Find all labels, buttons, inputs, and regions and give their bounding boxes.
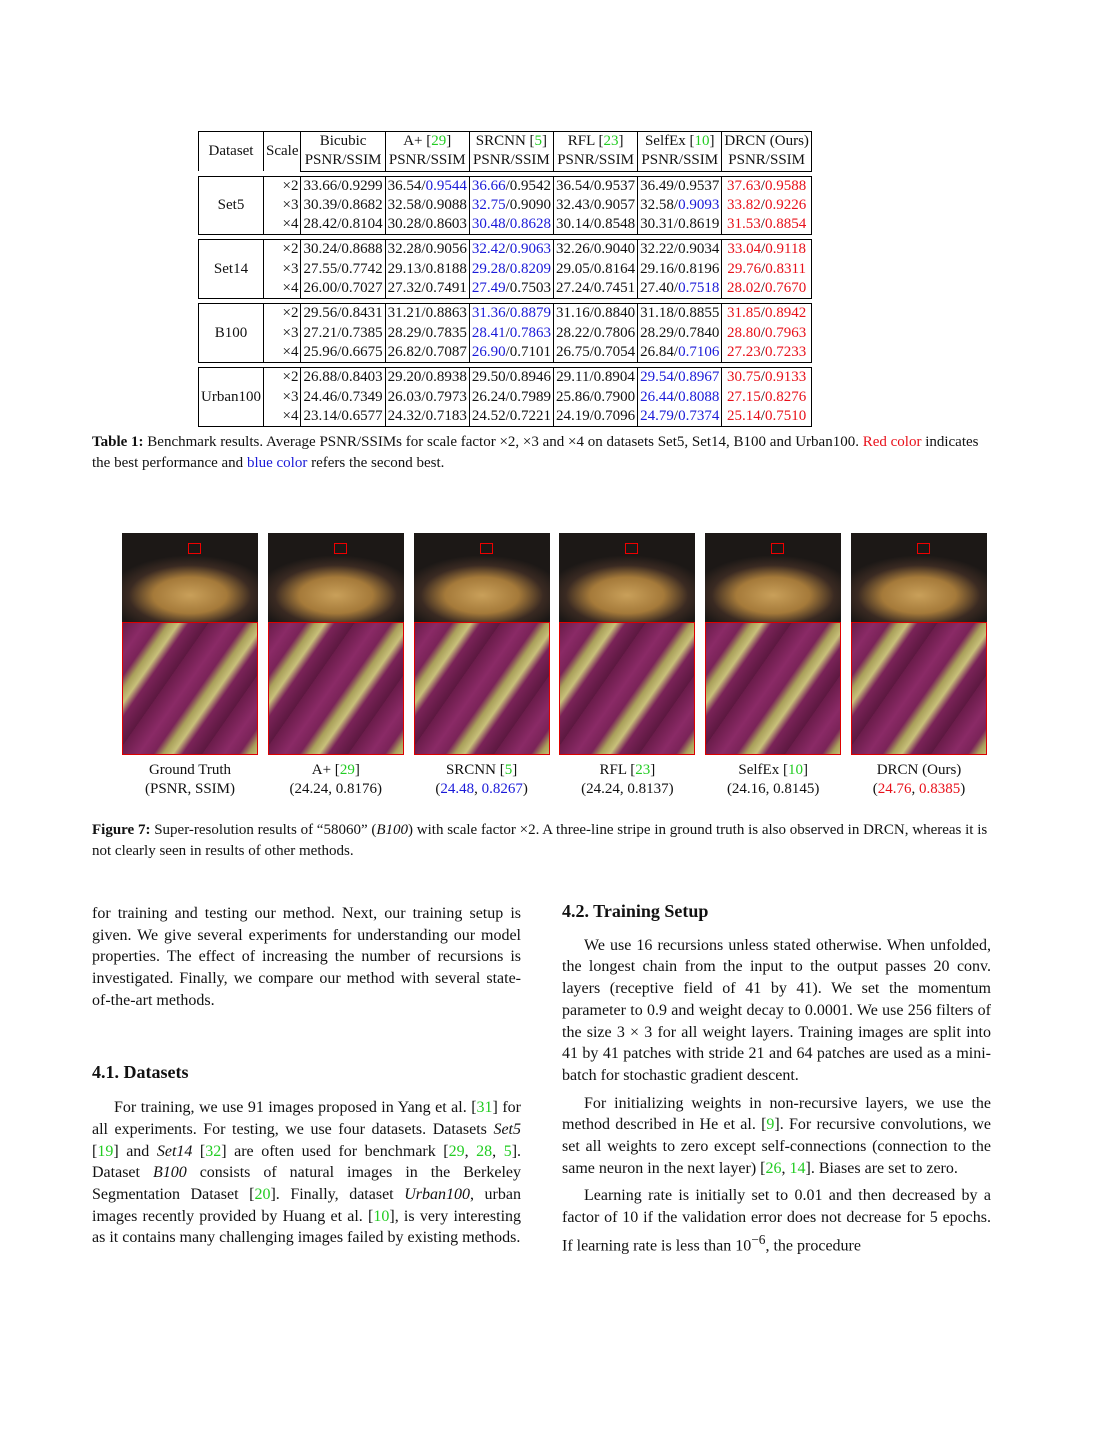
psnr-ssim-cell: 27.23/0.7233 bbox=[722, 343, 812, 363]
citation-link[interactable]: 10 bbox=[787, 762, 803, 778]
datasets-paragraph bbox=[92, 1097, 521, 1249]
panel-label bbox=[559, 761, 695, 799]
psnr-ssim-cell: 32.58/0.9088 bbox=[385, 196, 469, 215]
zoomed-crop-image bbox=[851, 622, 987, 755]
psnr-ssim-cell: 29.50/0.8946 bbox=[469, 368, 553, 388]
section-heading-datasets: 4.1. Datasets bbox=[92, 1061, 189, 1082]
scale-cell: ×3 bbox=[264, 196, 301, 215]
psnr-ssim-cell: 26.90/0.7101 bbox=[469, 343, 553, 363]
citation-link[interactable]: 29 bbox=[448, 1142, 465, 1160]
psnr-ssim-cell: 31.16/0.8840 bbox=[554, 304, 638, 324]
text-span: ]. Dataset bbox=[92, 1142, 522, 1182]
text-span: Red color bbox=[862, 434, 922, 450]
col-header-method: RFL [23] bbox=[554, 132, 638, 152]
psnr-ssim-cell: 27.40/0.7518 bbox=[638, 279, 722, 299]
table-row bbox=[199, 324, 812, 343]
text-span: ] bbox=[512, 762, 518, 778]
text-span: 24.48 bbox=[440, 781, 475, 797]
zoomed-crop-image bbox=[268, 622, 404, 755]
psnr-ssim-cell: 29.76/0.8311 bbox=[722, 260, 812, 279]
text-span: [ bbox=[92, 1142, 98, 1160]
text-span: (24.16, 0.8145) bbox=[726, 781, 820, 797]
scale-cell: ×2 bbox=[264, 368, 301, 388]
table-row bbox=[199, 368, 812, 388]
text-span: Benchmark results. Average PSNR/SSIMs for scale factor ×2, ×3 and ×4 on datasets Set5, Set14, B100 and Urban100. bbox=[143, 434, 863, 450]
crop-region-marker bbox=[188, 543, 201, 554]
text-span: (24.24, 0.8137) bbox=[581, 781, 674, 797]
text-span: Set14 bbox=[156, 1142, 193, 1160]
scale-cell: ×3 bbox=[264, 324, 301, 343]
table-row bbox=[199, 279, 812, 299]
dataset-name: Set14 bbox=[199, 240, 264, 299]
text-span: , bbox=[911, 781, 919, 797]
text-span: refers the second best. bbox=[307, 455, 445, 471]
zoomed-crop-image bbox=[414, 622, 550, 755]
crop-region-marker bbox=[480, 543, 493, 554]
psnr-ssim-cell: 26.84/0.7106 bbox=[638, 343, 722, 363]
full-image bbox=[705, 533, 841, 622]
training-paragraph bbox=[562, 1093, 991, 1180]
psnr-ssim-cell: 32.22/0.9034 bbox=[638, 240, 722, 260]
citation-link[interactable]: 29 bbox=[431, 133, 447, 149]
intro-paragraph bbox=[92, 903, 521, 1012]
text-span: −6 bbox=[751, 1231, 766, 1247]
table-row bbox=[199, 343, 812, 363]
result-panel bbox=[122, 533, 258, 799]
psnr-ssim-cell: 36.66/0.9542 bbox=[469, 176, 553, 196]
text-span: Table 1: bbox=[92, 434, 144, 450]
psnr-ssim-cell: 26.24/0.7989 bbox=[469, 388, 553, 407]
scale-cell: ×4 bbox=[264, 215, 301, 235]
text-span: ] bbox=[354, 762, 360, 778]
benchmark-table bbox=[198, 131, 812, 427]
text-span: Set5 bbox=[493, 1120, 521, 1138]
psnr-ssim-cell: 30.28/0.8603 bbox=[385, 215, 469, 235]
psnr-ssim-cell: 25.86/0.7900 bbox=[554, 388, 638, 407]
table-row bbox=[199, 176, 812, 196]
psnr-ssim-cell: 27.15/0.8276 bbox=[722, 388, 812, 407]
text-span: ] for all experiments. For testing, we use four datasets. Datasets bbox=[92, 1099, 522, 1138]
text-span: ], is very interesting as it contains many challenging images failed by existing methods. bbox=[92, 1207, 522, 1247]
result-panel bbox=[414, 533, 550, 799]
table-row bbox=[199, 196, 812, 215]
psnr-ssim-cell: 26.82/0.7087 bbox=[385, 343, 469, 363]
psnr-ssim-cell: 27.55/0.7742 bbox=[301, 260, 385, 279]
text-span: ] are often used for benchmark [ bbox=[221, 1142, 449, 1160]
psnr-ssim-cell: 30.14/0.8548 bbox=[554, 215, 638, 235]
citation-link[interactable]: 23 bbox=[635, 762, 651, 778]
text-span: ( bbox=[872, 781, 878, 797]
psnr-ssim-cell: 26.03/0.7973 bbox=[385, 388, 469, 407]
text-span: (PSNR, SSIM) bbox=[144, 781, 236, 797]
col-header-metric: PSNR/SSIM bbox=[469, 151, 553, 171]
citation-link[interactable]: 28 bbox=[476, 1142, 493, 1160]
text-span: [ bbox=[192, 1142, 206, 1160]
full-image bbox=[122, 533, 258, 622]
crop-region-marker bbox=[917, 543, 930, 554]
psnr-ssim-cell: 27.24/0.7451 bbox=[554, 279, 638, 299]
psnr-ssim-cell: 24.52/0.7221 bbox=[469, 407, 553, 427]
citation-link[interactable]: 5 bbox=[534, 133, 543, 149]
psnr-ssim-cell: 26.88/0.8403 bbox=[301, 368, 385, 388]
psnr-ssim-cell: 27.21/0.7385 bbox=[301, 324, 385, 343]
text-span: ] bbox=[802, 762, 808, 778]
scale-cell: ×4 bbox=[264, 343, 301, 363]
text-span: 0.8385 bbox=[919, 781, 961, 797]
table-row bbox=[199, 388, 812, 407]
psnr-ssim-cell: 29.16/0.8196 bbox=[638, 260, 722, 279]
col-header-method: SRCNN [5] bbox=[469, 132, 553, 152]
text-span: Super-resolution results of “58060” ( bbox=[150, 822, 377, 838]
table-row bbox=[199, 304, 812, 324]
text-span: A+ [ bbox=[311, 762, 340, 778]
citation-link[interactable]: 14 bbox=[789, 1159, 806, 1177]
crop-region-marker bbox=[334, 543, 347, 554]
psnr-ssim-cell: 29.54/0.8967 bbox=[638, 368, 722, 388]
result-panel bbox=[851, 533, 987, 799]
text-span: ] and bbox=[113, 1142, 157, 1160]
zoomed-crop-image bbox=[705, 622, 841, 755]
citation-link[interactable]: 29 bbox=[339, 762, 355, 778]
text-span: ]. Finally, dataset bbox=[270, 1186, 405, 1204]
result-panel bbox=[559, 533, 695, 799]
table-row bbox=[199, 260, 812, 279]
table-row bbox=[199, 407, 812, 427]
psnr-ssim-cell: 30.31/0.8619 bbox=[638, 215, 722, 235]
text-span: Ground Truth bbox=[148, 762, 232, 778]
panel-label bbox=[414, 761, 550, 799]
psnr-ssim-cell: 26.44/0.8088 bbox=[638, 388, 722, 407]
psnr-ssim-cell: 31.18/0.8855 bbox=[638, 304, 722, 324]
dataset-name: B100 bbox=[199, 304, 264, 363]
panel-label bbox=[268, 761, 404, 799]
full-image bbox=[559, 533, 695, 622]
psnr-ssim-cell: 28.02/0.7670 bbox=[722, 279, 812, 299]
text-span: , bbox=[464, 1142, 477, 1160]
psnr-ssim-cell: 33.04/0.9118 bbox=[722, 240, 812, 260]
left-column bbox=[92, 903, 521, 1255]
col-header-dataset: Dataset bbox=[199, 132, 264, 172]
psnr-ssim-cell: 36.49/0.9537 bbox=[638, 176, 722, 196]
psnr-ssim-cell: 31.21/0.8863 bbox=[385, 304, 469, 324]
scale-cell: ×4 bbox=[264, 407, 301, 427]
psnr-ssim-cell: 23.14/0.6577 bbox=[301, 407, 385, 427]
psnr-ssim-cell: 29.11/0.8904 bbox=[554, 368, 638, 388]
citation-link[interactable]: 9 bbox=[766, 1116, 775, 1134]
psnr-ssim-cell: 31.36/0.8879 bbox=[469, 304, 553, 324]
text-span: Urban100 bbox=[404, 1186, 470, 1204]
citation-link[interactable]: 10 bbox=[373, 1207, 390, 1225]
psnr-ssim-cell: 28.42/0.8104 bbox=[301, 215, 385, 235]
scale-cell: ×3 bbox=[264, 388, 301, 407]
text-span: SelfEx [ bbox=[738, 762, 788, 778]
scale-cell: ×2 bbox=[264, 304, 301, 324]
psnr-ssim-cell: 24.19/0.7096 bbox=[554, 407, 638, 427]
col-header-metric: PSNR/SSIM bbox=[554, 151, 638, 171]
crop-region-marker bbox=[771, 543, 784, 554]
psnr-ssim-cell: 27.32/0.7491 bbox=[385, 279, 469, 299]
text-span: We use 16 recursions unless stated otherwise. When unfolded, the longest chain from the input to the output passes 20 conv. layers (receptive field of 41 by 41). We set the momentum parameter to 0.9 and weight decay to 0.0001. We use 256 filters of the size 3 × 3 for all weight layers. Training images are split into 41 by 41 patches with stride 21 and 64 patches are used as a mini-batch for stochastic gradient descent. bbox=[562, 936, 991, 1084]
training-paragraph bbox=[562, 1185, 991, 1256]
text-span: Figure 7: bbox=[92, 822, 151, 838]
scale-cell: ×2 bbox=[264, 240, 301, 260]
text-span: ) bbox=[522, 781, 528, 797]
psnr-ssim-cell: 26.75/0.7054 bbox=[554, 343, 638, 363]
scale-cell: ×4 bbox=[264, 279, 301, 299]
col-header-metric: PSNR/SSIM bbox=[385, 151, 469, 171]
text-span: ]. Biases are set to zero. bbox=[805, 1159, 958, 1177]
psnr-ssim-cell: 30.48/0.8628 bbox=[469, 215, 553, 235]
text-span: , the procedure bbox=[765, 1237, 861, 1255]
right-column bbox=[562, 901, 991, 1263]
psnr-ssim-cell: 32.42/0.9063 bbox=[469, 240, 553, 260]
text-span: For training, we use 91 images proposed in Yang et al. [ bbox=[114, 1099, 477, 1117]
psnr-ssim-cell: 32.43/0.9057 bbox=[554, 196, 638, 215]
text-span: (24.24, 0.8176) bbox=[289, 781, 383, 797]
scale-cell: ×2 bbox=[264, 176, 301, 196]
text-span: , bbox=[492, 1142, 504, 1160]
col-header-method: DRCN (Ours) bbox=[722, 132, 812, 152]
psnr-ssim-cell: 36.54/0.9544 bbox=[385, 176, 469, 196]
dataset-name: Urban100 bbox=[199, 368, 264, 427]
section-heading-training-setup: 4.2. Training Setup bbox=[562, 901, 709, 921]
text-span: ) with scale factor ×2. A three-line stripe in ground truth is also observed in DRCN, whereas it is not clearly seen in results of other methods. bbox=[92, 822, 988, 859]
text-span: 24.76 bbox=[877, 781, 912, 797]
col-header-metric: PSNR/SSIM bbox=[301, 151, 385, 171]
psnr-ssim-cell: 37.63/0.9588 bbox=[722, 176, 812, 196]
psnr-ssim-cell: 29.28/0.8209 bbox=[469, 260, 553, 279]
text-span: ]. For recursive convolutions, we set all weights to zero except self-connections (connection to the same neuron in the next layer) [ bbox=[562, 1116, 991, 1177]
psnr-ssim-cell: 36.54/0.9537 bbox=[554, 176, 638, 196]
psnr-ssim-cell: 33.82/0.9226 bbox=[722, 196, 812, 215]
psnr-ssim-cell: 32.75/0.9090 bbox=[469, 196, 553, 215]
psnr-ssim-cell: 26.00/0.7027 bbox=[301, 279, 385, 299]
psnr-ssim-cell: 28.29/0.7840 bbox=[638, 324, 722, 343]
col-header-method: A+ [29] bbox=[385, 132, 469, 152]
psnr-ssim-cell: 24.46/0.7349 bbox=[301, 388, 385, 407]
text-span: Learning rate is initially set to 0.01 and then decreased by a factor of 10 if the validation error does not decrease for 5 epochs. If learning rate is less than 10 bbox=[562, 1187, 991, 1255]
citation-link[interactable]: 20 bbox=[254, 1186, 271, 1204]
psnr-ssim-cell: 31.85/0.8942 bbox=[722, 304, 812, 324]
citation-link[interactable]: 31 bbox=[476, 1099, 493, 1117]
table-caption bbox=[92, 432, 992, 474]
psnr-ssim-cell: 29.13/0.8188 bbox=[385, 260, 469, 279]
panel-label bbox=[851, 761, 987, 799]
text-span: , bbox=[474, 781, 482, 797]
text-span: consists of natural images in the Berkeley Segmentation Dataset [ bbox=[92, 1164, 521, 1204]
result-panel bbox=[268, 533, 404, 799]
citation-link[interactable]: 10 bbox=[694, 133, 710, 149]
psnr-ssim-cell: 30.75/0.9133 bbox=[722, 368, 812, 388]
zoomed-crop-image bbox=[122, 622, 258, 755]
psnr-ssim-cell: 25.14/0.7510 bbox=[722, 407, 812, 427]
psnr-ssim-cell: 28.41/0.7863 bbox=[469, 324, 553, 343]
text-span: ( bbox=[435, 781, 441, 797]
psnr-ssim-cell: 29.05/0.8164 bbox=[554, 260, 638, 279]
table-row bbox=[199, 240, 812, 260]
table-row bbox=[199, 215, 812, 235]
text-span: RFL [ bbox=[599, 762, 636, 778]
text-span: for training and testing our method. Next, our training setup is given. We give several experiments for understanding our model properties. The effect of increasing the number of recursions is investigated. Finally, we compare our method with several state-of-the-art methods. bbox=[92, 905, 521, 1009]
psnr-ssim-cell: 33.66/0.9299 bbox=[301, 176, 385, 196]
citation-link[interactable]: 32 bbox=[205, 1142, 222, 1160]
citation-link[interactable]: 23 bbox=[603, 133, 619, 149]
text-span: , bbox=[781, 1159, 790, 1177]
text-span: ) bbox=[960, 781, 966, 797]
psnr-ssim-cell: 29.20/0.8938 bbox=[385, 368, 469, 388]
psnr-ssim-cell: 25.96/0.6675 bbox=[301, 343, 385, 363]
psnr-ssim-cell: 24.32/0.7183 bbox=[385, 407, 469, 427]
text-span: B100 bbox=[152, 1164, 187, 1182]
col-header-method: SelfEx [10] bbox=[638, 132, 722, 152]
psnr-ssim-cell: 30.39/0.8682 bbox=[301, 196, 385, 215]
psnr-ssim-cell: 31.53/0.8854 bbox=[722, 215, 812, 235]
psnr-ssim-cell: 32.26/0.9040 bbox=[554, 240, 638, 260]
citation-link[interactable]: 5 bbox=[504, 762, 513, 778]
panel-label bbox=[705, 761, 841, 799]
crop-region-marker bbox=[625, 543, 638, 554]
full-image bbox=[414, 533, 550, 622]
psnr-ssim-cell: 28.29/0.7835 bbox=[385, 324, 469, 343]
full-image bbox=[851, 533, 987, 622]
citation-link[interactable]: 19 bbox=[97, 1142, 114, 1160]
psnr-ssim-cell: 28.80/0.7963 bbox=[722, 324, 812, 343]
text-span: DRCN (Ours) bbox=[876, 762, 962, 778]
citation-link[interactable]: 26 bbox=[765, 1159, 782, 1177]
col-header-scale: Scale bbox=[264, 132, 301, 172]
text-span: SRCNN [ bbox=[445, 762, 505, 778]
col-header-metric: PSNR/SSIM bbox=[638, 151, 722, 171]
citation-link[interactable]: 5 bbox=[503, 1142, 512, 1160]
psnr-ssim-cell: 28.22/0.7806 bbox=[554, 324, 638, 343]
figure-caption bbox=[92, 820, 992, 862]
text-span: , urban images recently provided by Huang et al. [ bbox=[92, 1186, 521, 1225]
full-image bbox=[268, 533, 404, 622]
text-span: B100 bbox=[376, 822, 409, 838]
panel-label bbox=[122, 761, 258, 799]
psnr-ssim-cell: 24.79/0.7374 bbox=[638, 407, 722, 427]
psnr-ssim-cell: 29.56/0.8431 bbox=[301, 304, 385, 324]
psnr-ssim-cell: 32.28/0.9056 bbox=[385, 240, 469, 260]
psnr-ssim-cell: 32.58/0.9093 bbox=[638, 196, 722, 215]
text-span: For initializing weights in non-recursive layers, we use the method described in He et al. [ bbox=[562, 1094, 991, 1134]
psnr-ssim-cell: 30.24/0.8688 bbox=[301, 240, 385, 260]
dataset-name: Set5 bbox=[199, 176, 264, 235]
zoomed-crop-image bbox=[559, 622, 695, 755]
col-header-method: Bicubic bbox=[301, 132, 385, 152]
text-span: blue color bbox=[246, 455, 308, 471]
result-panel bbox=[705, 533, 841, 799]
psnr-ssim-cell: 27.49/0.7503 bbox=[469, 279, 553, 299]
training-paragraph bbox=[562, 935, 991, 1087]
text-span: ] bbox=[650, 762, 656, 778]
text-span: indicates the best performance and bbox=[92, 434, 979, 471]
text-span: 0.8267 bbox=[481, 781, 523, 797]
scale-cell: ×3 bbox=[264, 260, 301, 279]
col-header-metric: PSNR/SSIM bbox=[722, 151, 812, 171]
